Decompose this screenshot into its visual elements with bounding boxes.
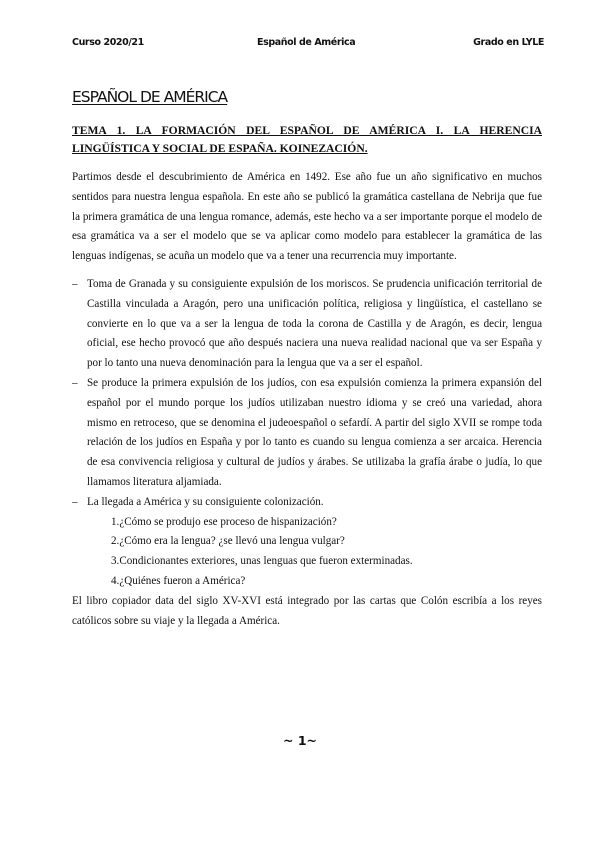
tema-heading: TEMA 1. LA FORMACIÓN DEL ESPAÑOL DE AMÉRICA I. LA HERENCIA LINGÜÍSTICA Y SOCIAL DE ESPAÑA. KOINEZACIÓN. <box>72 124 542 155</box>
header-degree: Grado en LYLE <box>473 37 544 48</box>
bullet-item <box>72 374 542 493</box>
bullet-text: Se produce la primera expulsión de los judíos, con esa expulsión comienza la primera expansión del español por el mundo porque los judíos utilizaban nuestro idioma y se creó una variedad, ahora mismo en retroceso, que se denomina el judeoespañol o sefardí. A partir del siglo XVII se rompe toda relación de los judíos en España y por lo tanto es cuando su lengua comienza a ser arcaica. Herencia de esa convivencia religiosa y cultural de judíos y árabes. Se utilizaba la grafía árabe o judía, lo que llamamos literatura aljamiada. <box>87 376 542 488</box>
page-header <box>72 37 544 51</box>
question-item: 3.Condicionantes exteriores, unas lenguas que fueron exterminadas. <box>111 555 413 568</box>
document-body <box>72 168 542 631</box>
closing-paragraph: El libro copiador data del siglo XV-XVI está integrado por las cartas que Colón escribía a los reyes católicos sobre su viaje y la llegada a América. <box>72 594 542 627</box>
page-number: ~ 1~ <box>283 733 317 748</box>
bullet-item <box>72 493 542 592</box>
intro-paragraph: Partimos desde el descubrimiento de América en 1492. Ese año fue un año significativo en muchos sentidos para nuestra lengua española. En este año se publicó la gramática castellana de Nebrija que fue la primera gramática de una lengua romance, además, este hecho va a ser importante porque el modelo de esa gramática va a ser el modelo que se va aplicar como modelo para establecer la gramática de las lenguas indígenas, se acuña un modelo que va a tener una recurrencia muy importante. <box>72 171 542 263</box>
document-title: ESPAÑOL DE AMÉRICA <box>72 88 228 106</box>
question-item: 2.¿Cómo era la lengua? ¿se llevó una lengua vulgar? <box>111 535 345 548</box>
question-list <box>87 513 542 592</box>
bullet-dash: – <box>72 277 78 290</box>
question-item: 4.¿Quiénes fueron a América? <box>111 574 246 587</box>
bullet-list <box>72 275 542 592</box>
question-item: 1.¿Cómo se produjo ese proceso de hispanización? <box>111 515 337 528</box>
header-subject: Español de América <box>257 37 356 48</box>
header-course: Curso 2020/21 <box>72 37 144 48</box>
bullet-text: La llegada a América y su consiguiente colonización. <box>87 495 324 508</box>
bullet-text: Toma de Granada y su consiguiente expulsión de los moriscos. Se prudencia unificación territorial de Castilla vinculada a Aragón, pero una unificación política, religiosa y lingüística, el castellano se convierte en lo que va a ser la lengua de toda la corona de Castilla y de Aragón, es decir, lengua oficial, ese hecho provocó que año después naciera una nueva realidad nacional que va ser España y por lo tanto una nueva denominación para la lengua que va a ser el español. <box>87 277 542 370</box>
bullet-item <box>72 275 542 374</box>
bullet-dash: – <box>72 495 78 508</box>
bullet-dash: – <box>72 376 78 389</box>
